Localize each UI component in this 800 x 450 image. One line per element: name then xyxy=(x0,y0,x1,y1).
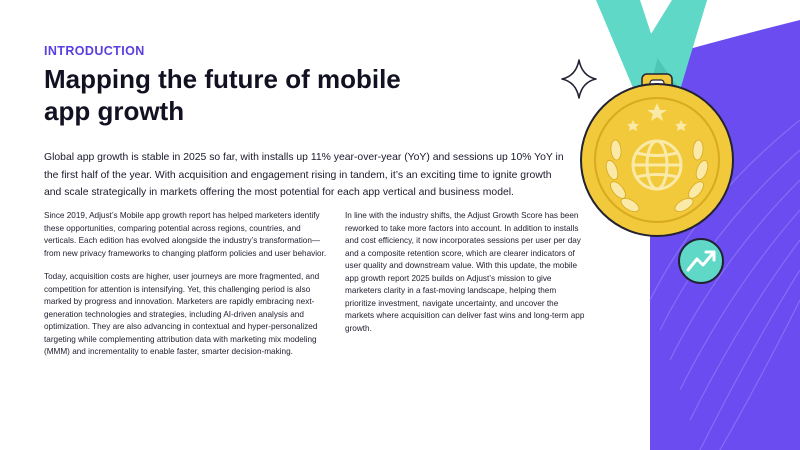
eyebrow: INTRODUCTION xyxy=(44,44,145,58)
left-column xyxy=(44,210,334,370)
right-paragraph-1: In line with the industry shifts, the Adjust Growth Score has been reworked to take more factors into account. In addition to installs and cost efficiency, it now incorporates sessions per user per day and a composite retention score, which are clearer indicators of user quality and downstream value. With this update, the mobile app growth report 2025 builds on Adjust’s mission to give marketers clarity in a fast-moving landscape, helping them prioritize investment, navigate uncertainty, and uncover the markets where acquisition can deliver fast wins and long-term app growth. xyxy=(345,211,585,333)
medal-illustration xyxy=(540,0,800,450)
left-paragraph-2: Today, acquisition costs are higher, user journeys are more fragmented, and competition for attention is intensifying. Yet, this challenging period is also marked by progress and innovation. Marketers are rapidly embracing next-generation technologies and strategies, including AI-driven analysis and optimization. They are also advancing in contextual and hyper-personalized targeting while complementing attribution data with marketing mix modeling (MMM) and incrementality to enable faster, smarter decision-making. xyxy=(44,272,320,356)
sparkle-icon xyxy=(562,60,596,98)
page-title: Mapping the future of mobile app growth xyxy=(44,64,401,126)
trend-up-icon xyxy=(679,239,723,283)
lead-paragraph: Global app growth is stable in 2025 so far, with installs up 11% year-over-year (YoY) and sessions up 10% YoY in the first half of the year. With acquisition and engagement rising in tandem, it’s an exciting time to ignite growth and scale strategically in markets offering the most potential for each app vertical and business model. xyxy=(44,152,564,198)
left-paragraph-1: Since 2019, Adjust’s Mobile app growth report has helped marketers identify these opportunities, comparing potential across regions, countries, and verticals. Each edition has evolved alongside the industry’s transformation—from new privacy frameworks to changing platform policies and user behavior. xyxy=(44,211,327,258)
